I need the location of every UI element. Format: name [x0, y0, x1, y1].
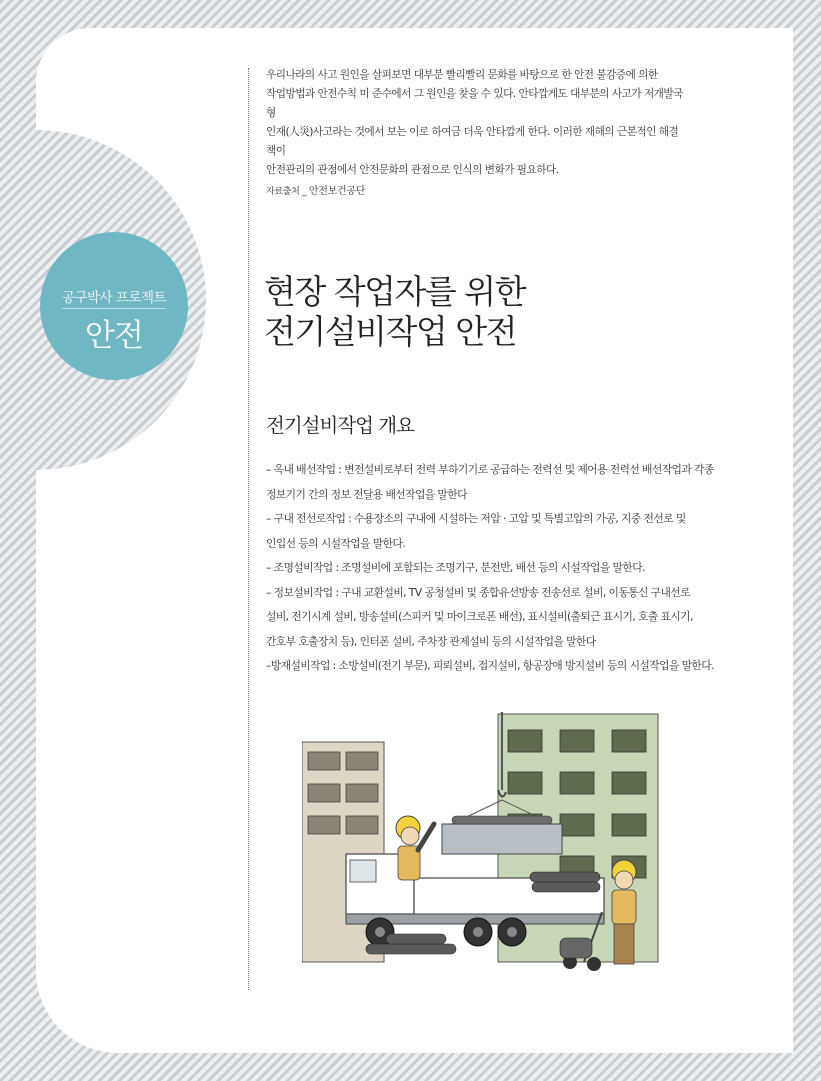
badge-divider: [62, 308, 166, 309]
body-line: 설비, 전기시계 설비, 방송설비(스피커 및 마이크로폰 배선), 표시설비(출퇴근 표시기, 호출 표시기,: [266, 610, 693, 623]
badge-series: 공구박사 프로젝트: [61, 290, 167, 306]
section-badge: [40, 232, 188, 380]
intro-paragraph: [266, 66, 686, 202]
body-line: 정보기기 간의 정보 전달용 배선작업을 말한다: [266, 487, 467, 501]
intro-line: 인재(人災)사고라는 것에서 보는 이로 하여금 더욱 안타깝게 한다. 이러한 재해의 근본적인 해결책이: [266, 126, 679, 157]
intro-line: 안전관리의 관점에서 안전문화의 관점으로 인식의 변화가 필요하다.: [266, 164, 559, 176]
badge-topic: 안전: [85, 318, 143, 354]
source-name: 안전보건공단: [308, 186, 366, 197]
section-heading: 전기설비작업 개요: [266, 414, 414, 437]
title-line-2: 전기설비작업 안전: [264, 312, 517, 351]
body-line: 간호부 호출장치 등), 인터폰 설비, 주차장 관제설비 등의 시설작업을 말한다: [266, 634, 596, 648]
body-line: – 구내 전선로작업 : 수용장소의 구내에 시설하는 저압 · 고압 및 특별고압의 가공, 지중 전선로 및: [266, 512, 686, 525]
truck-workers-illustration: [302, 712, 660, 990]
body-line: – 조명설비작업 : 조명설비에 포함되는 조명기구, 분전반, 배선 등의 시설작업을 말한다.: [266, 561, 645, 574]
source-label: 자료출처 _: [266, 187, 307, 197]
body-line: – 옥내 배선작업 : 변전설비로부터 전력 부하기기로 공급하는 전력선 및 제어용 전력선 배선작업과 각종: [266, 463, 714, 476]
body-line: – 정보설비작업 : 구내 교환설비, TV 공청설비 및 종합유선방송 전송선로 설비, 이동통신 구내선로: [266, 585, 690, 599]
intro-line: 작업방법과 안전수칙 미 준수에서 그 원인을 찾을 수 있다. 안타깝게도 대부분의 사고가 저개발국형: [266, 88, 683, 119]
intro-line: 우리나라의 사고 원인을 살펴보면 대부분 빨리빨리 문화를 바탕으로 한 안전 불감증에 의한: [266, 69, 658, 81]
title-line-1: 현장 작업자를 위한: [264, 272, 526, 311]
source-credit: [266, 182, 686, 202]
vertical-dotted-rule: [248, 68, 249, 990]
article-title: [264, 272, 684, 352]
section-body: [266, 458, 756, 679]
body-line: –방재설비작업 : 소방설비(전기 부문), 피뢰설비, 접지설비, 항공장애 방지설비 등의 시설작업을 말한다.: [266, 659, 714, 672]
body-line: 인입선 등의 시설작업을 말한다.: [266, 536, 406, 550]
